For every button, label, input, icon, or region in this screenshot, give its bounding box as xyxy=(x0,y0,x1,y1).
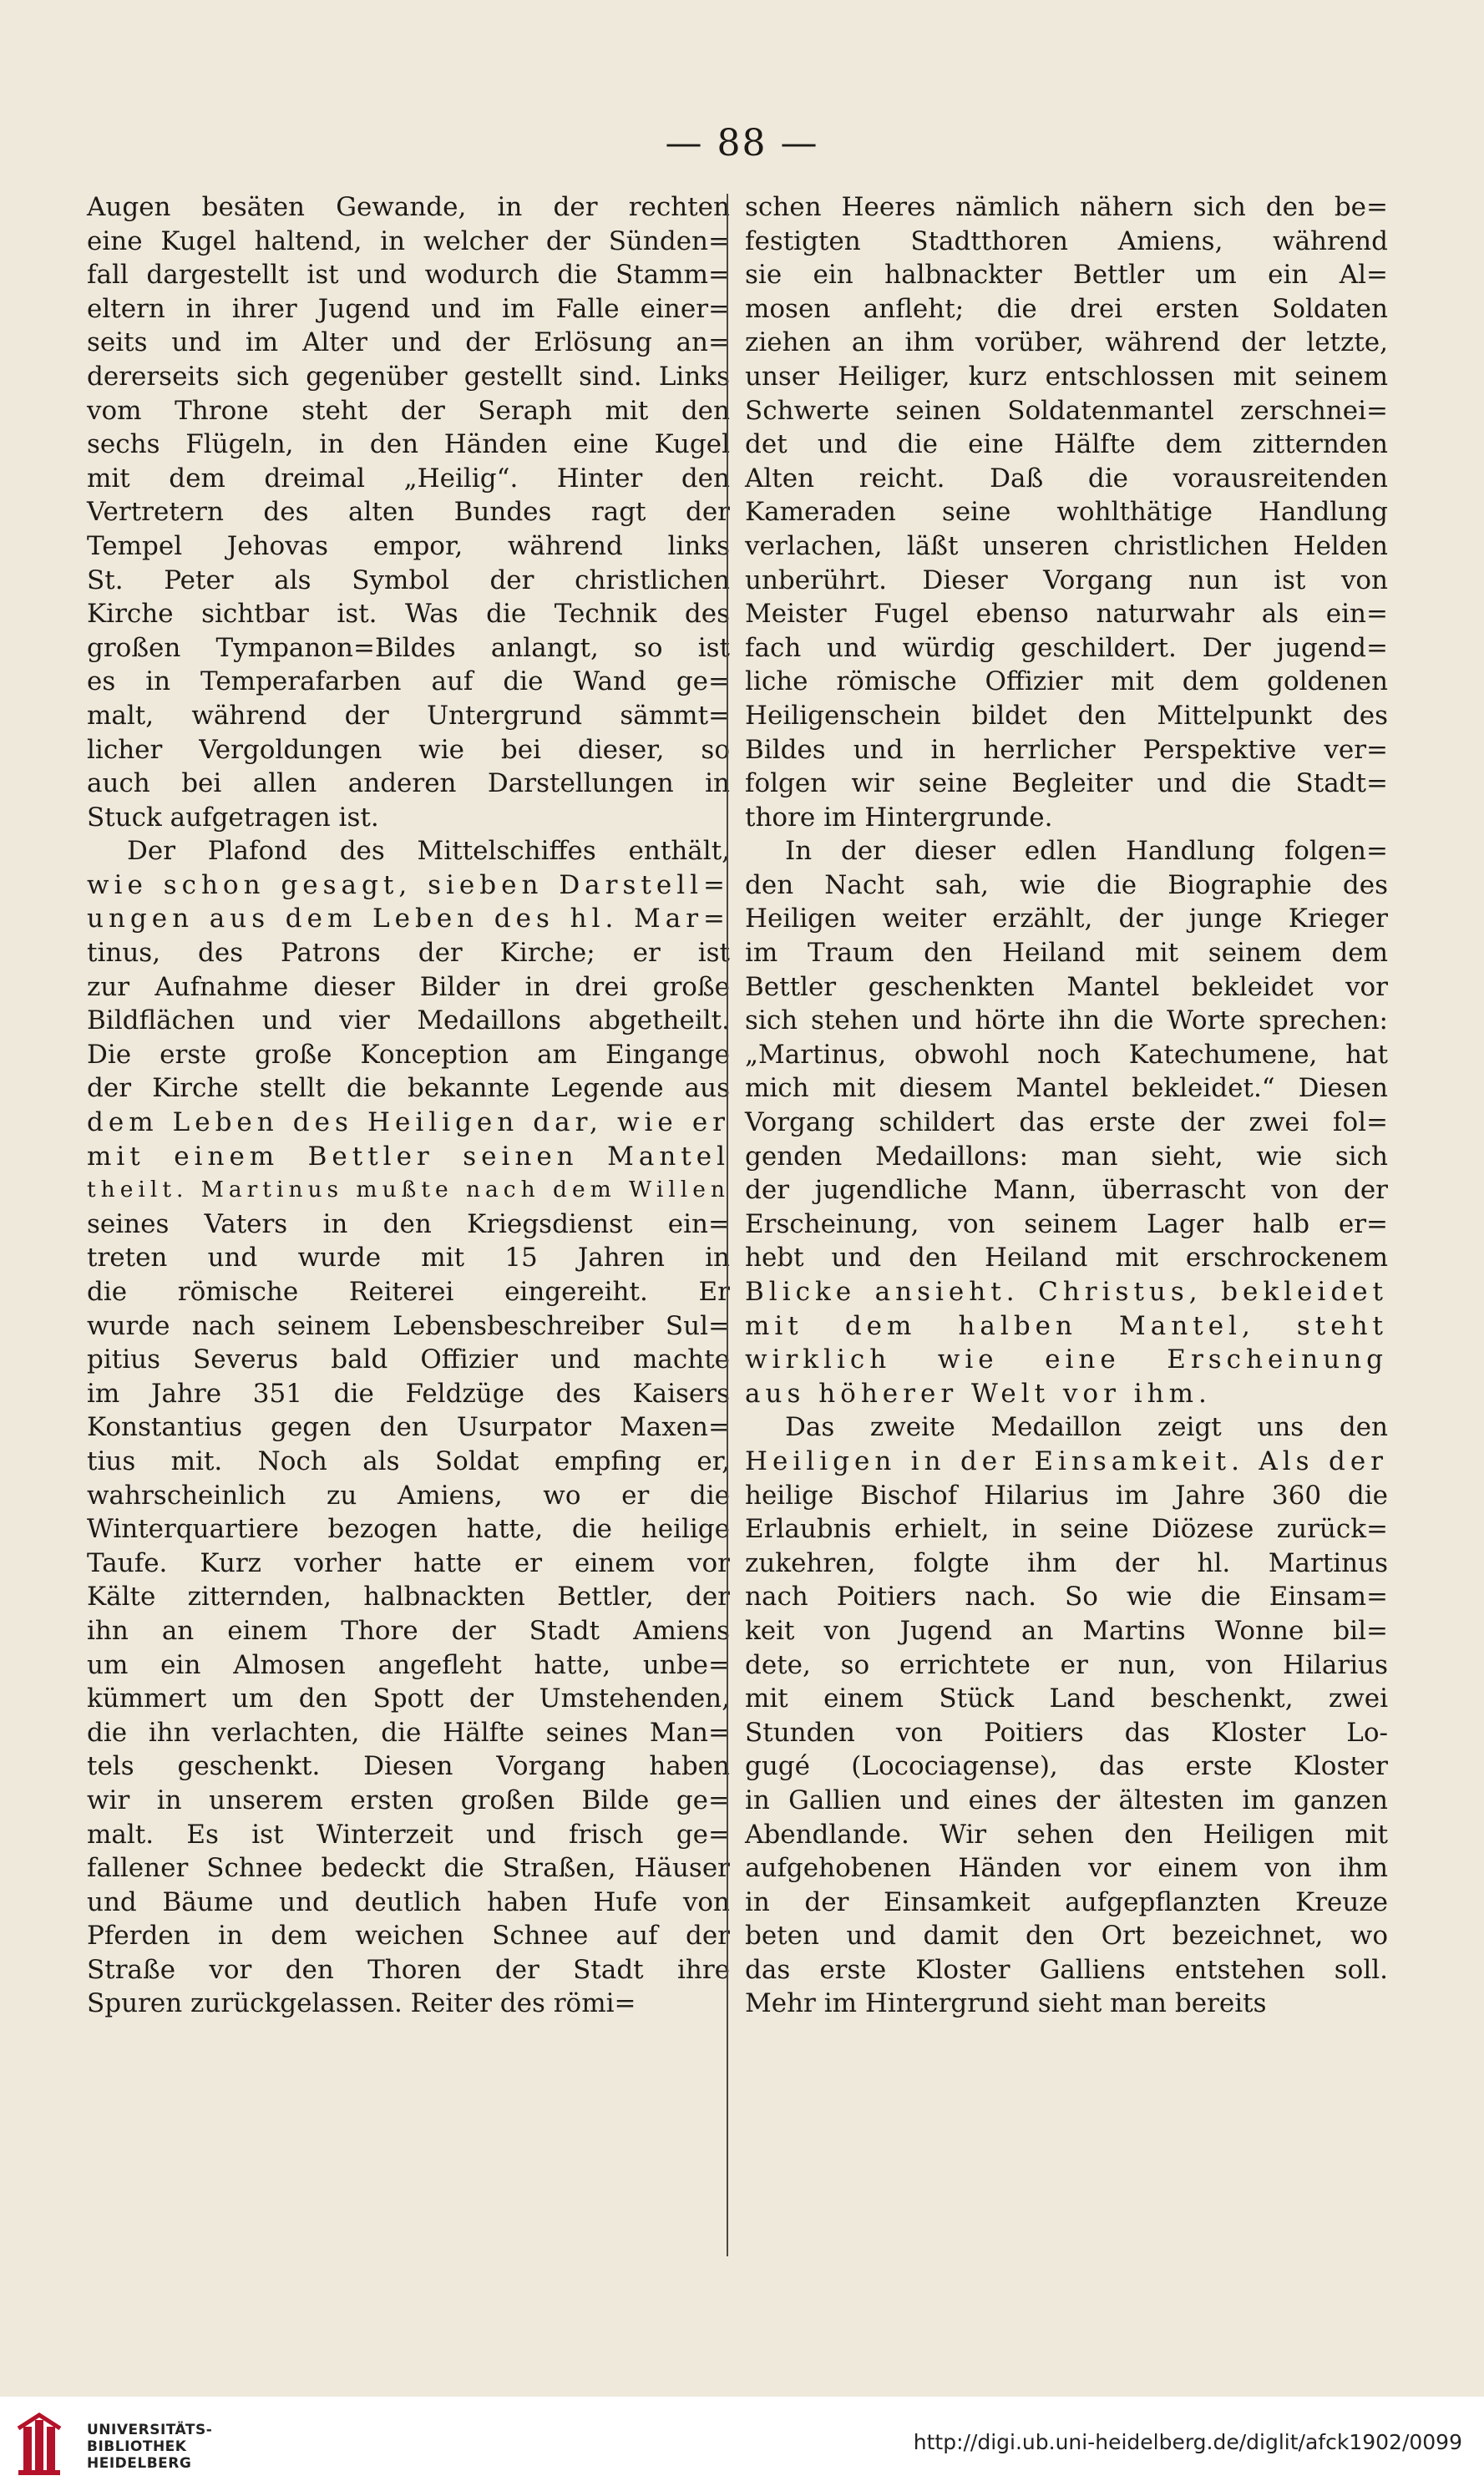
text-line: dete, so errichtete er nun, von Hilarius xyxy=(745,1649,1388,1680)
text-line: wie schon gesagt, sieben Darstell= xyxy=(87,869,730,900)
text-line: seines Vaters in den Kriegsdienst ein= xyxy=(87,1208,730,1239)
text-line: thore im Hintergrunde. xyxy=(745,802,1053,833)
text-line: det und die eine Hälfte dem zitternden xyxy=(745,429,1388,460)
text-line: nach Poitiers nach. So wie die Einsam= xyxy=(745,1582,1388,1613)
text-line: ihn an einem Thore der Stadt Amiens xyxy=(87,1615,730,1646)
text-line: fallener Schnee bedeckt die Straßen, Häuser xyxy=(87,1853,730,1884)
text-line: Kameraden seine wohlthätige Handlung xyxy=(745,497,1388,528)
text-line: malt. Es ist Winterzeit und frisch ge= xyxy=(87,1819,730,1850)
text-line: treten und wurde mit 15 Jahren in xyxy=(87,1243,730,1273)
text-line: und Bäume und deutlich haben Hufe von xyxy=(87,1886,730,1917)
text-line: Erscheinung, von seinem Lager halb er= xyxy=(745,1208,1388,1239)
text-line: der Kirche stellt die bekannte Legende aus xyxy=(87,1073,730,1104)
text-line: Alten reicht. Daß die vorausreitenden xyxy=(745,463,1388,494)
footer-bar xyxy=(0,2397,1484,2491)
text-line: Taufe. Kurz vorher hatte er einem vor xyxy=(87,1547,730,1578)
text-line: wir in unserem ersten großen Bilde ge= xyxy=(87,1785,730,1815)
text-line: Heiligen weiter erzählt, der junge Krieger xyxy=(745,904,1388,934)
text-line: Die erste große Konception am Eingange xyxy=(87,1039,730,1070)
text-line: seits und im Alter und der Erlösung an= xyxy=(87,327,730,358)
text-line: mosen anfleht; die drei ersten Soldaten xyxy=(745,293,1388,324)
text-line: tius mit. Noch als Soldat empfing er, xyxy=(87,1445,730,1476)
text-line: wahrscheinlich zu Amiens, wo er die xyxy=(87,1480,730,1511)
text-line: mit einem Bettler seinen Mantel xyxy=(87,1141,730,1172)
text-line: fall dargestellt ist und wodurch die Stamm= xyxy=(87,260,730,291)
text-line: dem Leben des Heiligen dar, wie er xyxy=(87,1107,730,1138)
library-name-line: BIBLIOTHEK xyxy=(87,2438,187,2455)
text-line: mich mit diesem Mantel bekleidet.“ Diesen xyxy=(745,1073,1388,1104)
text-line: malt, während der Untergrund sämmt= xyxy=(87,700,730,731)
text-line: sich stehen und hörte ihn die Worte sprechen: xyxy=(745,1005,1388,1036)
right-column xyxy=(745,190,1388,2021)
text-line: tels geschenkt. Diesen Vorgang haben xyxy=(87,1751,730,1782)
text-line: St. Peter als Symbol der christlichen xyxy=(87,565,730,595)
column-divider xyxy=(727,194,728,2256)
left-column xyxy=(87,190,730,2021)
text-line: Winterquartiere bezogen hatte, die heilige xyxy=(87,1514,730,1545)
text-line: unberührt. Dieser Vorgang nun ist von xyxy=(745,565,1388,595)
library-name xyxy=(87,2422,212,2472)
text-line: fach und würdig geschildert. Der jugend= xyxy=(745,632,1388,663)
text-line: Stunden von Poitiers das Kloster Lo- xyxy=(745,1717,1388,1748)
text-line: um ein Almosen angefleht hatte, unbe= xyxy=(87,1649,730,1680)
text-line: „Martinus, obwohl noch Katechumene, hat xyxy=(745,1039,1388,1070)
text-line: licher Vergoldungen wie bei dieser, so xyxy=(87,734,730,765)
text-line: Abendlande. Wir sehen den Heiligen mit xyxy=(745,1819,1388,1850)
text-line: Heiligen in der Einsamkeit. Als der xyxy=(745,1445,1388,1476)
text-line: eltern in ihrer Jugend und im Falle einer= xyxy=(87,293,730,324)
text-line: die ihn verlachten, die Hälfte seines Man= xyxy=(87,1717,730,1748)
text-line: genden Medaillons: man sieht, wie sich xyxy=(745,1141,1388,1172)
text-line: verlachen, läßt unseren christlichen Helden xyxy=(745,530,1388,561)
text-line: Heiligenschein bildet den Mittelpunkt des xyxy=(745,700,1388,731)
text-line: in der Einsamkeit aufgepflanzten Kreuze xyxy=(745,1886,1388,1917)
text-line: die römische Reiterei eingereiht. Er xyxy=(87,1277,730,1307)
text-line: tinus, des Patrons der Kirche; er ist xyxy=(87,938,730,969)
text-line: heilige Bischof Hilarius im Jahre 360 die xyxy=(745,1480,1388,1511)
text-line: der jugendliche Mann, überrascht von der xyxy=(745,1175,1388,1206)
text-line: Vertretern des alten Bundes ragt der xyxy=(87,497,730,528)
text-line: festigten Stadtthoren Amiens, während xyxy=(745,225,1388,256)
text-line: Erlaubnis erhielt, in seine Diözese zurück= xyxy=(745,1514,1388,1545)
text-line: Meister Fugel ebenso naturwahr als ein= xyxy=(745,599,1388,630)
text-line: das erste Kloster Galliens entstehen soll. xyxy=(745,1954,1388,1985)
page-number: — 88 — xyxy=(665,122,819,165)
source-url-link[interactable]: http://digi.ub.uni-heidelberg.de/diglit/afck1902/0099 xyxy=(913,2430,1462,2454)
text-line: liche römische Offizier mit dem goldenen xyxy=(745,666,1388,697)
text-line: theilt. Martinus mußte nach dem Willen xyxy=(87,1177,730,1203)
text-line: auch bei allen anderen Darstellungen in xyxy=(87,768,730,799)
text-line: es in Temperafarben auf die Wand ge= xyxy=(87,666,730,697)
text-line: ungen aus dem Leben des hl. Mar= xyxy=(87,904,730,934)
text-line: schen Heeres nämlich nähern sich den be= xyxy=(745,192,1388,222)
text-line: keit von Jugend an Martins Wonne bil= xyxy=(745,1615,1388,1646)
text-line: Das zweite Medaillon zeigt uns den xyxy=(785,1412,1388,1443)
text-line: Spuren zurückgelassen. Reiter des römi= xyxy=(87,1988,636,2019)
text-line: den Nacht sah, wie die Biographie des xyxy=(745,869,1388,900)
text-line: wurde nach seinem Lebensbeschreiber Sul= xyxy=(87,1310,730,1341)
text-line: sie ein halbnackter Bettler um ein Al= xyxy=(745,260,1388,291)
text-line: Stuck aufgetragen ist. xyxy=(87,802,379,833)
text-line: kümmert um den Spott der Umstehenden, xyxy=(87,1683,730,1714)
text-line: Straße vor den Thoren der Stadt ihre xyxy=(87,1954,730,1985)
text-line: Augen besäten Gewande, in der rechten xyxy=(87,192,730,222)
text-line: aus höherer Welt vor ihm. xyxy=(745,1378,1212,1409)
text-line: Pferden in dem weichen Schnee auf der xyxy=(87,1921,730,1952)
text-line: hebt und den Heiland mit erschrockenem xyxy=(745,1243,1388,1273)
text-line: wirklich wie eine Erscheinung xyxy=(745,1344,1388,1375)
text-line: in Gallien und eines der ältesten im ganzen xyxy=(745,1785,1388,1815)
library-name-line: HEIDELBERG xyxy=(87,2455,192,2472)
text-line: gugé (Locociagense), das erste Kloster xyxy=(745,1751,1388,1782)
text-line: Bettler geschenkten Mantel bekleidet vor xyxy=(745,971,1388,1002)
text-line: mit einem Stück Land beschenkt, zwei xyxy=(745,1683,1388,1714)
text-line: mit dem dreimal „Heilig“. Hinter den xyxy=(87,463,730,494)
text-line: vom Throne steht der Seraph mit den xyxy=(87,395,730,426)
text-line: sechs Flügeln, in den Händen eine Kugel xyxy=(87,429,730,460)
text-line: Der Plafond des Mittelschiffes enthält, xyxy=(127,836,730,867)
text-line: eine Kugel haltend, in welcher der Sünden= xyxy=(87,225,730,256)
text-line: Konstantius gegen den Usurpator Maxen= xyxy=(87,1412,730,1443)
text-line: In der dieser edlen Handlung folgen= xyxy=(785,836,1388,867)
text-line: pitius Severus bald Offizier und machte xyxy=(87,1344,730,1375)
text-line: ziehen an ihm vorüber, während der letzte, xyxy=(745,327,1388,358)
text-line: Mehr im Hintergrund sieht man bereits xyxy=(745,1988,1267,2019)
text-line: großen Tympanon=Bildes anlangt, so ist xyxy=(87,632,730,663)
text-line: Vorgang schildert das erste der zwei fol= xyxy=(745,1107,1388,1138)
text-line: Kirche sichtbar ist. Was die Technik des xyxy=(87,599,730,630)
text-line: beten und damit den Ort bezeichnet, wo xyxy=(745,1921,1388,1952)
text-line: dererseits sich gegenüber gestellt sind. Links xyxy=(87,361,730,392)
text-line: Blicke ansieht. Christus, bekleidet xyxy=(745,1277,1388,1307)
text-line: mit dem halben Mantel, steht xyxy=(745,1310,1388,1341)
text-line: zukehren, folgte ihm der hl. Martinus xyxy=(745,1547,1388,1578)
text-line: zur Aufnahme dieser Bilder in drei große xyxy=(87,971,730,1002)
library-logo-icon xyxy=(15,2412,73,2478)
text-line: aufgehobenen Händen vor einem von ihm xyxy=(745,1853,1388,1884)
text-line: Kälte zitternden, halbnackten Bettler, der xyxy=(87,1582,730,1613)
text-line: Bildflächen und vier Medaillons abgetheilt. xyxy=(87,1005,730,1036)
text-line: im Traum den Heiland mit seinem dem xyxy=(745,938,1388,969)
text-line: folgen wir seine Begleiter und die Stadt= xyxy=(745,768,1388,799)
text-line: Tempel Jehovas empor, während links xyxy=(87,530,730,561)
text-line: unser Heiliger, kurz entschlossen mit seinem xyxy=(745,361,1388,392)
text-line: Schwerte seinen Soldatenmantel zerschnei= xyxy=(745,395,1388,426)
text-line: im Jahre 351 die Feldzüge des Kaisers xyxy=(87,1378,730,1409)
library-name-line: UNIVERSITÄTS- xyxy=(87,2422,213,2438)
text-line: Bildes und in herrlicher Perspektive ver= xyxy=(745,734,1388,765)
